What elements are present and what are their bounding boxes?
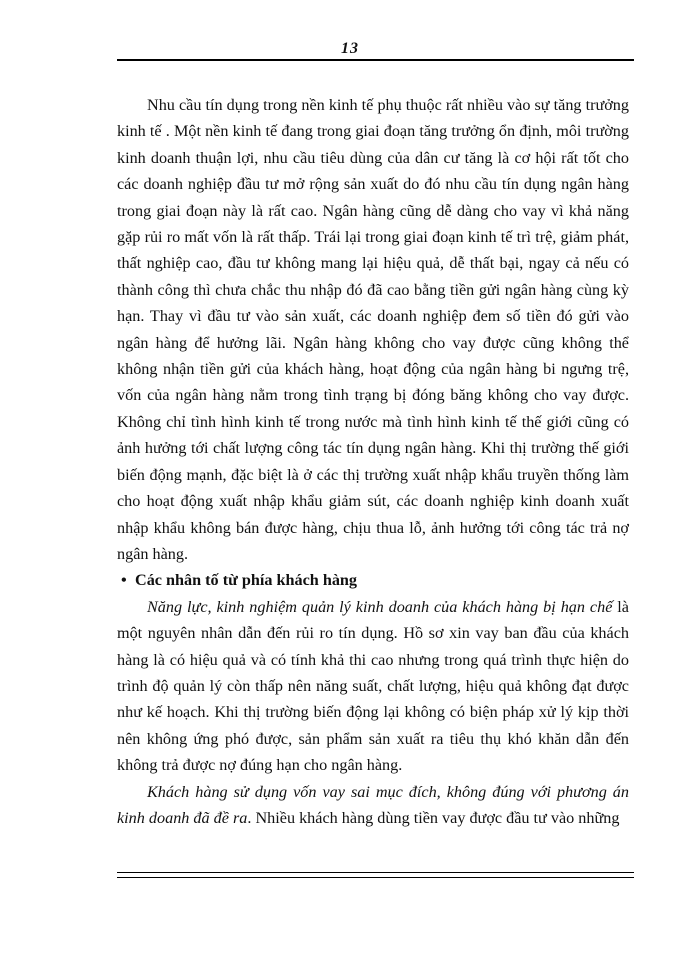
footer-rule	[117, 872, 634, 878]
document-body	[117, 92, 629, 831]
paragraph-economic-factors: Nhu cầu tín dụng trong nền kinh tế phụ thuộc rất nhiều vào sự tăng trưởng kinh tế . Một nền kinh tế đang trong giai đoạn tăng trưởng ổn định, môi trường kinh doanh thuận lợi, nhu cầu tiêu dùng của dân cư tăng là cơ hội rất tốt cho các doanh nghiệp đầu tư mở rộng sản xuất do đó nhu cầu tín dụng ngân hàng trong giai đoạn này là rất cao. Ngân hàng cũng dễ dàng cho vay vì khả năng gặp rủi ro mất vốn là rất thấp. Trái lại trong giai đoạn kinh tế trì trệ, giảm phát, thất nghiệp cao, đầu tư không mang lại hiệu quả, dễ thất bại, ngay cả nếu có thành công thì chưa chắc thu nhập đó đã cao bằng tiền gửi ngân hàng cùng kỳ hạn. Thay vì đầu tư vào sản xuất, các doanh nghiệp đem số tiền đó gửi vào ngân hàng để hưởng lãi. Ngân hàng không cho vay được cũng không thể không nhận tiền gửi của khách hàng, hoạt động của ngân hàng bi ngưng trệ, vốn của ngân hàng nằm trong tình trạng bị đóng băng không cho vay được. Không chỉ tình hình kinh tế trong nước mà tình hình kinh tế thế giới cũng có ảnh hưởng tới chất lượng công tác tín dụng ngân hàng. Khi thị trường thế giới biến động mạnh, đặc biệt là ở các thị trường xuất nhập khẩu truyền thống làm cho hoạt động xuất nhập khẩu giảm sút, các doanh nghiệp kinh doanh xuất nhập khẩu không bán được hàng, chịu thua lỗ, ảnh hưởng tới công tác trả nợ ngân hàng.	[117, 96, 629, 563]
italic-lead-text: Khách hàng sử dụng vốn vay sai mục đích, không đúng với phương án kinh doanh đã đề ra	[117, 782, 629, 827]
header-rule	[117, 59, 634, 61]
section-heading-text: Các nhân tố từ phía khách hàng	[135, 571, 358, 590]
italic-lead-text: Năng lực, kinh nghiệm quản lý kinh doanh của khách hàng bị hạn chế	[147, 597, 613, 616]
section-heading-customer-factors	[117, 567, 629, 593]
bullet-icon: •	[121, 571, 127, 590]
page-number: 13	[341, 40, 359, 57]
paragraph-text: . Nhiều khách hàng dùng tiền vay được đầu tư vào những	[247, 808, 620, 827]
paragraph-loan-misuse	[117, 779, 629, 832]
paragraph-management-capacity	[117, 594, 629, 779]
paragraph-text: là một nguyên nhân dẫn đến rủi ro tín dụng. Hồ sơ xin vay ban đầu của khách hàng là có hiệu quả và có tính khả thi cao nhưng trong quá trình thực hiện do trình độ quản lý còn thấp nên năng suất, chất lượng, hiệu quả không đạt được như kế hoạch. Khi thị trường biến động lại không có biện pháp xử lý kịp thời nên không ứng phó được, sản phẩm sản xuất ra tiêu thụ khó khăn dẫn đến không trả được nợ đúng hạn cho ngân hàng.	[117, 597, 629, 775]
